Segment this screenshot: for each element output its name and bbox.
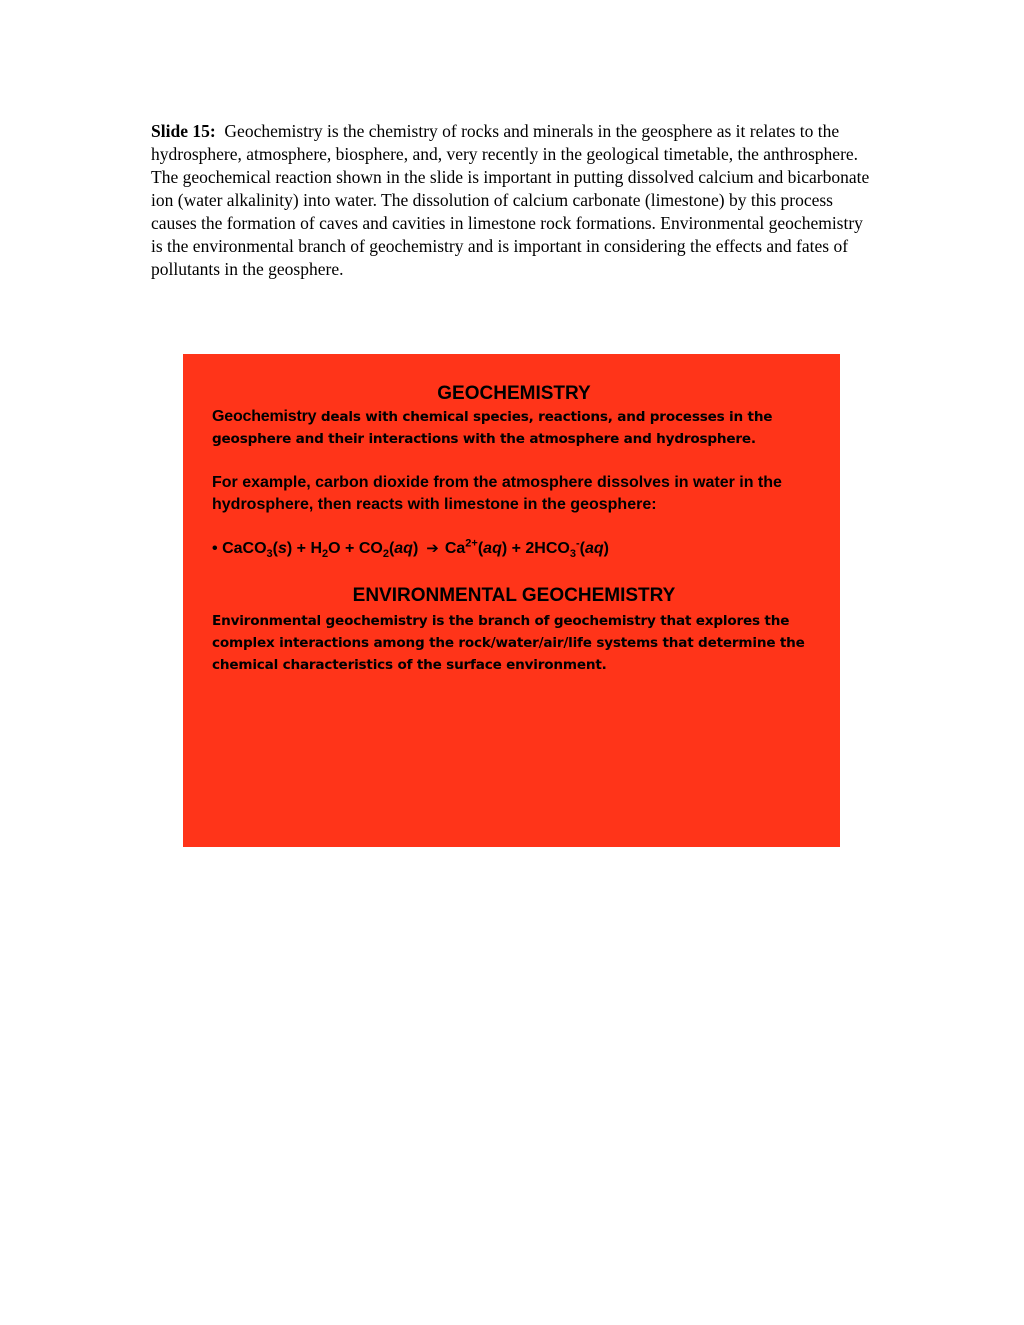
product-hco3: 2HCO <box>525 540 570 557</box>
definition-term: Geochemistry <box>212 408 317 425</box>
plus-sign: + <box>292 540 311 557</box>
slide-notes-text: Geochemistry is the chemistry of rocks and minerals in the geosphere as it relates to the hydrosphere, atmosphere, biosphere, and, very recently in the geological timetable, the anthrosphere. The geochemical reaction shown in the slide is important in putting dissolved calcium and bicarbonate ion (water alkalinity) into water. The dissolution of calcium carbonate (limestone) by this process causes the formation of caves and cavities in limestone rock formations. Environmental geochemistry is the environmental branch of geochemistry and is important in considering the effects and fates of pollutants in the geosphere. <box>151 121 870 279</box>
state-aq: aq <box>483 540 502 557</box>
reactant-co2: CO <box>358 540 383 557</box>
plus-sign: + <box>507 540 526 557</box>
paren: ) <box>412 540 419 557</box>
reaction-arrow-icon: ➔ <box>426 540 439 557</box>
geochemistry-definition <box>212 406 816 450</box>
slide-image <box>183 354 840 847</box>
paren: ( <box>477 540 484 557</box>
product-ca: Ca <box>444 540 466 557</box>
reactant-h2o-tail: O <box>328 540 341 557</box>
reactant-h2o: H <box>310 540 322 557</box>
state-s: s <box>277 540 287 557</box>
paren: ( <box>272 540 278 557</box>
reactant-caco3-sub: 3 <box>266 548 273 561</box>
environmental-geochemistry-text: Environmental geochemistry is the branch of geochemistry that explores the complex interactions among the rock/water/air/life systems that determine the chemical characteristics of the surface environment. <box>212 613 805 673</box>
reactant-caco3: CaCO <box>222 540 267 557</box>
definition-text: deals with chemical species, reactions, and processes in the geosphere and their interactions with the atmosphere and hydrosphere. <box>212 409 773 447</box>
paren: ( <box>388 540 395 557</box>
slide-notes <box>151 120 871 281</box>
paren: ) <box>603 540 609 557</box>
paren: ( <box>579 540 585 557</box>
slide-heading-geochemistry: GEOCHEMISTRY <box>437 383 591 404</box>
plus-sign: + <box>340 540 359 557</box>
slide-heading-environmental-geochemistry: ENVIRONMENTAL GEOCHEMISTRY <box>352 585 676 606</box>
equation-bullet: • <box>212 540 218 557</box>
slide-label: Slide 15: <box>151 121 216 141</box>
state-aq: aq <box>394 540 413 557</box>
reactant-h2o-sub: 2 <box>322 548 329 561</box>
example-text: For example, carbon dioxide from the atmosphere dissolves in water in the hydrosphere, then reacts with limestone in the geosphere: <box>212 474 782 513</box>
paren: ) <box>501 540 508 557</box>
product-ca-charge: 2+ <box>465 537 478 550</box>
product-hco3-charge: - <box>575 537 580 550</box>
product-hco3-sub: 3 <box>569 548 576 561</box>
state-aq: aq <box>584 540 604 557</box>
reactant-co2-sub: 2 <box>382 548 389 561</box>
reaction-equation <box>212 538 816 560</box>
paren: ) <box>286 540 293 557</box>
